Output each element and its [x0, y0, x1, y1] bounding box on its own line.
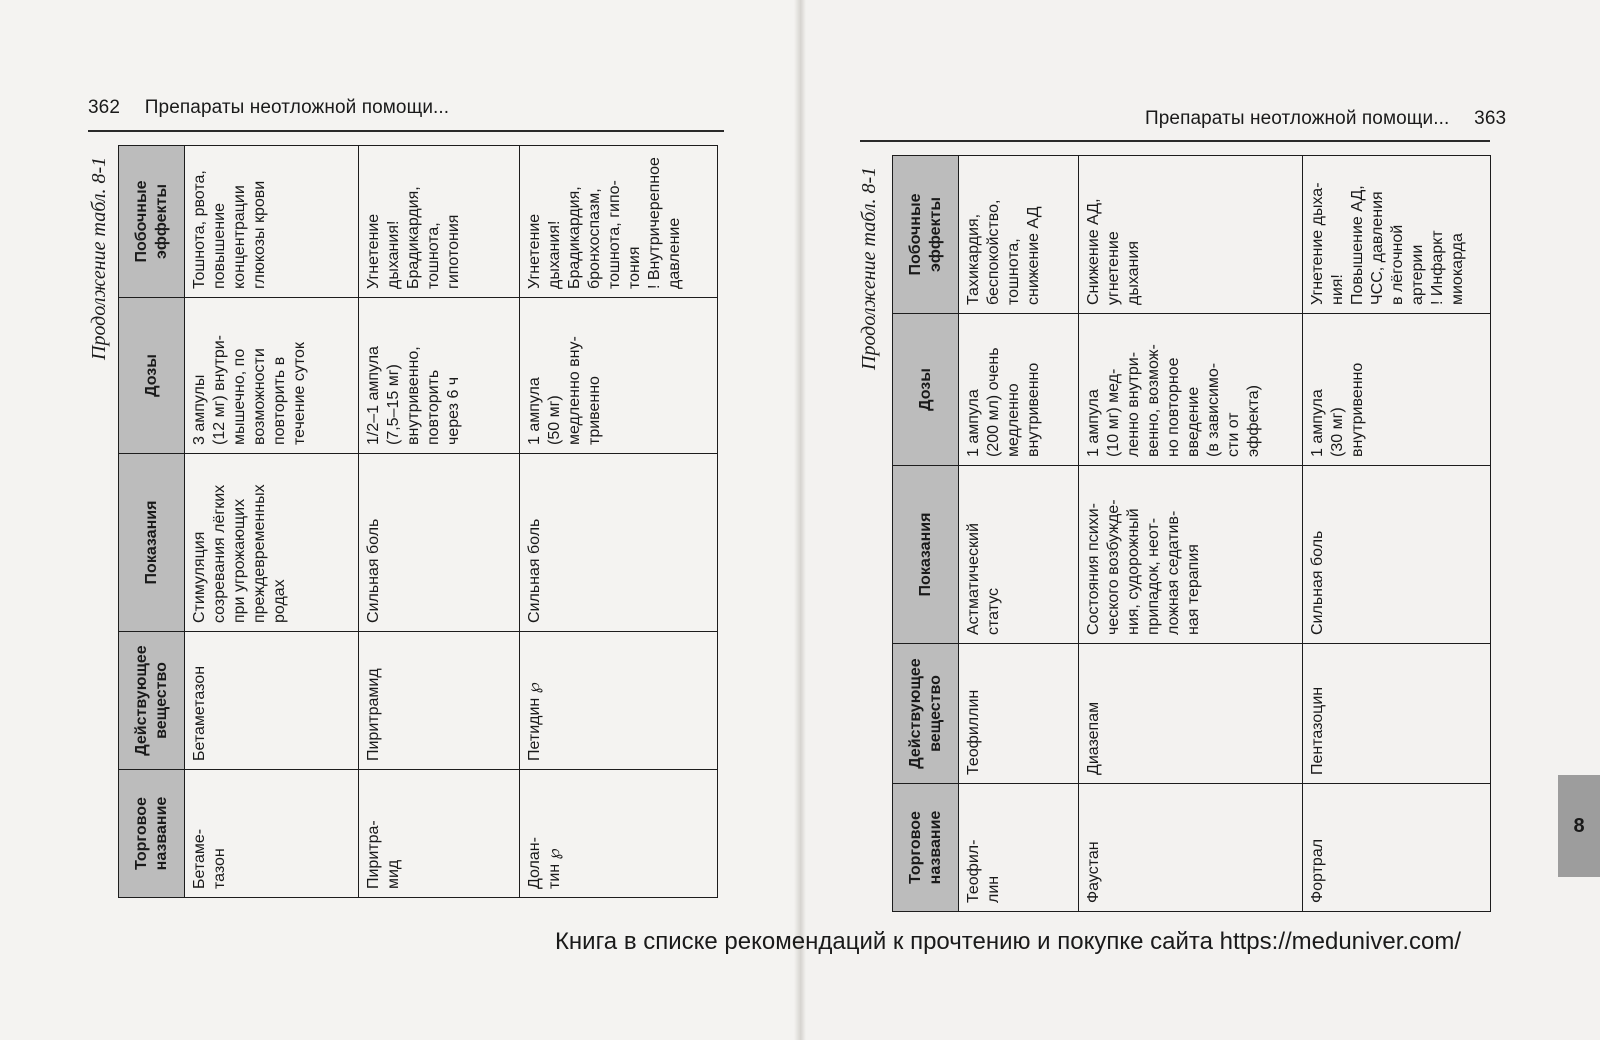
cell-side-effects [1079, 156, 1303, 314]
cell-text: ческого возбужде- [1105, 499, 1122, 635]
cell-text: мышечно, по [231, 348, 248, 445]
table-header-row [893, 156, 959, 912]
cell-text: тин ℘ [546, 848, 564, 889]
cell-text: 1 ампула [965, 389, 982, 457]
cell-doses [959, 314, 1079, 466]
cell-text: дыхания! [384, 220, 402, 289]
table-row [959, 156, 1079, 912]
cell-text: 3 ампулы [191, 374, 208, 445]
cell-text: ния! [1329, 274, 1346, 305]
cell-substance [520, 632, 718, 770]
cell-text: ЧСС, давления [1369, 191, 1386, 305]
cell-text: введение [1185, 386, 1202, 457]
cell-text: тошнота, гипо- [606, 180, 624, 289]
cell-text: концентрации [231, 185, 248, 289]
cell-text: повторить в [271, 356, 288, 445]
cell-text: тошнота, [1005, 238, 1022, 305]
column-header: Побочные эффекты [893, 156, 959, 314]
table-header-row [119, 146, 185, 898]
left-running-title: Препараты неотложной помощи... [144, 97, 450, 118]
cell-text: но повторное [1165, 357, 1182, 457]
cell-text: ния, судорожный [1125, 508, 1142, 635]
cell-substance [1079, 644, 1303, 784]
watermark-text: Книга в списке рекомендаций к прочтению и покупке сайта https://meduniver.com/ [554, 928, 1462, 955]
cell-text: повышение [211, 203, 228, 289]
cell-side-effects [959, 156, 1079, 314]
cell-text: эффекта) [1245, 385, 1262, 457]
cell-text: Диазепам [1085, 701, 1102, 775]
cell-text: Угнетение дыха- [1309, 182, 1326, 305]
right-table-caption: Продолжение табл. 8-1 [858, 166, 880, 370]
cell-text: повторить [424, 369, 442, 445]
cell-text: Угнетение [526, 213, 544, 289]
cell-text: венно, возмож- [1145, 344, 1162, 457]
cell-indications [959, 466, 1079, 644]
column-header: Действующее вещество [893, 644, 959, 784]
cell-text: Теофил- [965, 839, 982, 903]
cell-text: лин [985, 875, 1002, 903]
cell-text: тошнота, [424, 222, 442, 289]
cell-text: Снижение АД, [1085, 198, 1102, 305]
cell-doses [358, 298, 520, 454]
right-page-number: 363 [1474, 108, 1507, 129]
cell-text: преждевременных [251, 484, 268, 623]
cell-text: Пентазоцин [1309, 686, 1326, 775]
column-header: Торговое название [893, 784, 959, 912]
cell-doses [1079, 314, 1303, 466]
cell-text: Тошнота, рвота, [191, 170, 208, 289]
cell-text: Тахикардия, [965, 213, 982, 305]
column-header: Показания [893, 466, 959, 644]
cell-text: 1 ампула [1309, 389, 1326, 457]
right-running-title: Препараты неотложной помощи... [1145, 108, 1450, 129]
chapter-thumb-tab [1558, 775, 1600, 877]
column-header: Дозы [119, 298, 185, 454]
cell-text: Фортрал [1309, 838, 1326, 903]
cell-trade-name [959, 784, 1079, 912]
cell-text: давление [666, 217, 684, 289]
cell-text: (50 мг) [546, 395, 564, 445]
left-table-caption: Продолжение табл. 8-1 [88, 156, 110, 360]
cell-side-effects [185, 146, 359, 298]
column-header: Дозы [893, 314, 959, 466]
cell-text: ! Внутричерепное [646, 157, 664, 289]
column-header: Действующее вещество [119, 632, 185, 770]
cell-text: (7,5–15 мг) [384, 364, 402, 445]
cell-text: артерии [1409, 244, 1426, 305]
cell-text: при угрожающих [231, 498, 248, 623]
cell-indications [358, 454, 520, 632]
cell-text: тазон [211, 848, 228, 889]
cell-text: беспокойство, [985, 199, 1002, 305]
right-drug-table [892, 155, 1491, 912]
right-running-head [1145, 108, 1506, 130]
right-head-rule [860, 140, 1490, 142]
left-head-rule [88, 130, 724, 132]
cell-text: припадок, неот- [1145, 517, 1162, 635]
cell-text: дыхания [1125, 241, 1142, 305]
cell-text: Брадикардия, [404, 186, 422, 289]
cell-text: тривенно [586, 376, 604, 445]
cell-text: Брадикардия, [566, 186, 584, 289]
cell-text: медленно [1005, 383, 1022, 457]
cell-text: бронхоспазм, [586, 188, 604, 289]
cell-side-effects [1303, 156, 1491, 314]
left-drug-table [118, 145, 718, 898]
cell-side-effects [358, 146, 520, 298]
cell-trade-name [520, 770, 718, 898]
cell-text: 1 ампула [1085, 389, 1102, 457]
cell-text: родах [271, 579, 288, 623]
chapter-number: 8 [1573, 814, 1585, 837]
left-running-head [88, 97, 449, 119]
cell-text: ная терапия [1185, 544, 1202, 635]
cell-text: Теофиллин [965, 689, 982, 775]
cell-doses [1303, 314, 1491, 466]
table-row [1079, 156, 1303, 912]
cell-trade-name [1303, 784, 1491, 912]
cell-indications [520, 454, 718, 632]
cell-text: (в зависимо- [1205, 362, 1222, 457]
cell-text: Долан- [526, 837, 544, 889]
table-row [185, 146, 359, 898]
cell-text: ложная седатив- [1165, 510, 1182, 635]
cell-substance [1303, 644, 1491, 784]
cell-indications [1303, 466, 1491, 644]
cell-text: Фаустан [1085, 841, 1102, 903]
cell-text: внутривенно [1025, 362, 1042, 457]
cell-text: глюкозы крови [251, 180, 268, 289]
cell-text: Пиритрамид [364, 668, 382, 761]
cell-text: (10 мг) мед- [1105, 368, 1122, 457]
cell-text: миокарда [1449, 233, 1466, 305]
cell-doses [520, 298, 718, 454]
cell-text: Повышение АД, [1349, 185, 1366, 305]
cell-text: 1/2–1 ампула [364, 346, 382, 445]
cell-text: сти от [1225, 412, 1242, 457]
cell-text: ! Инфаркт [1429, 230, 1446, 305]
cell-text: снижение АД [1025, 206, 1042, 305]
cell-substance [358, 632, 520, 770]
cell-text: Пиритра- [364, 820, 382, 889]
cell-text: возможности [251, 348, 268, 445]
cell-text: Петидин ℘ [526, 682, 544, 761]
table-row [358, 146, 520, 898]
cell-text: Сильная боль [526, 518, 544, 623]
cell-text: гипотония [444, 214, 462, 289]
cell-text: Сильная боль [364, 518, 382, 623]
table-row [1303, 156, 1491, 912]
cell-text: Астматический [965, 523, 982, 635]
cell-text: дыхания! [546, 220, 564, 289]
cell-trade-name [358, 770, 520, 898]
cell-substance [185, 632, 359, 770]
cell-text: в лёгочной [1389, 224, 1406, 305]
cell-text: внутривенно, [404, 346, 422, 445]
cell-text: Состояния психи- [1085, 503, 1102, 635]
cell-text: (30 мг) [1329, 407, 1346, 457]
cell-text: (200 мл) очень [985, 347, 1002, 457]
cell-text: Бетаме- [191, 828, 208, 889]
cell-side-effects [520, 146, 718, 298]
cell-text: созревания лёгких [211, 484, 228, 623]
cell-text: ленно внутри- [1125, 351, 1142, 457]
cell-text: течение суток [291, 342, 308, 445]
column-header: Побочные эффекты [119, 146, 185, 298]
left-page-number: 362 [88, 97, 121, 118]
cell-text: тония [626, 246, 644, 289]
cell-text: Угнетение [364, 213, 382, 289]
cell-text: статус [985, 587, 1002, 635]
cell-doses [185, 298, 359, 454]
column-header: Торговое название [119, 770, 185, 898]
cell-text: через 6 ч [444, 376, 462, 445]
cell-text: внутривенно [1349, 362, 1366, 457]
cell-substance [959, 644, 1079, 784]
cell-text: 1 ампула [526, 377, 544, 445]
cell-trade-name [185, 770, 359, 898]
cell-text: мид [384, 859, 402, 889]
site-watermark [0, 928, 1600, 956]
cell-text: Сильная боль [1309, 530, 1326, 635]
column-header: Показания [119, 454, 185, 632]
cell-indications [1079, 466, 1303, 644]
cell-indications [185, 454, 359, 632]
cell-text: угнетение [1105, 231, 1122, 305]
book-spine [794, 0, 806, 1040]
cell-trade-name [1079, 784, 1303, 912]
cell-text: медленно вну- [566, 336, 584, 445]
cell-text: (12 мг) внутри- [211, 334, 228, 445]
cell-text: Бетаметазон [191, 665, 208, 761]
cell-text: Стимуляция [191, 531, 208, 623]
table-row [520, 146, 718, 898]
